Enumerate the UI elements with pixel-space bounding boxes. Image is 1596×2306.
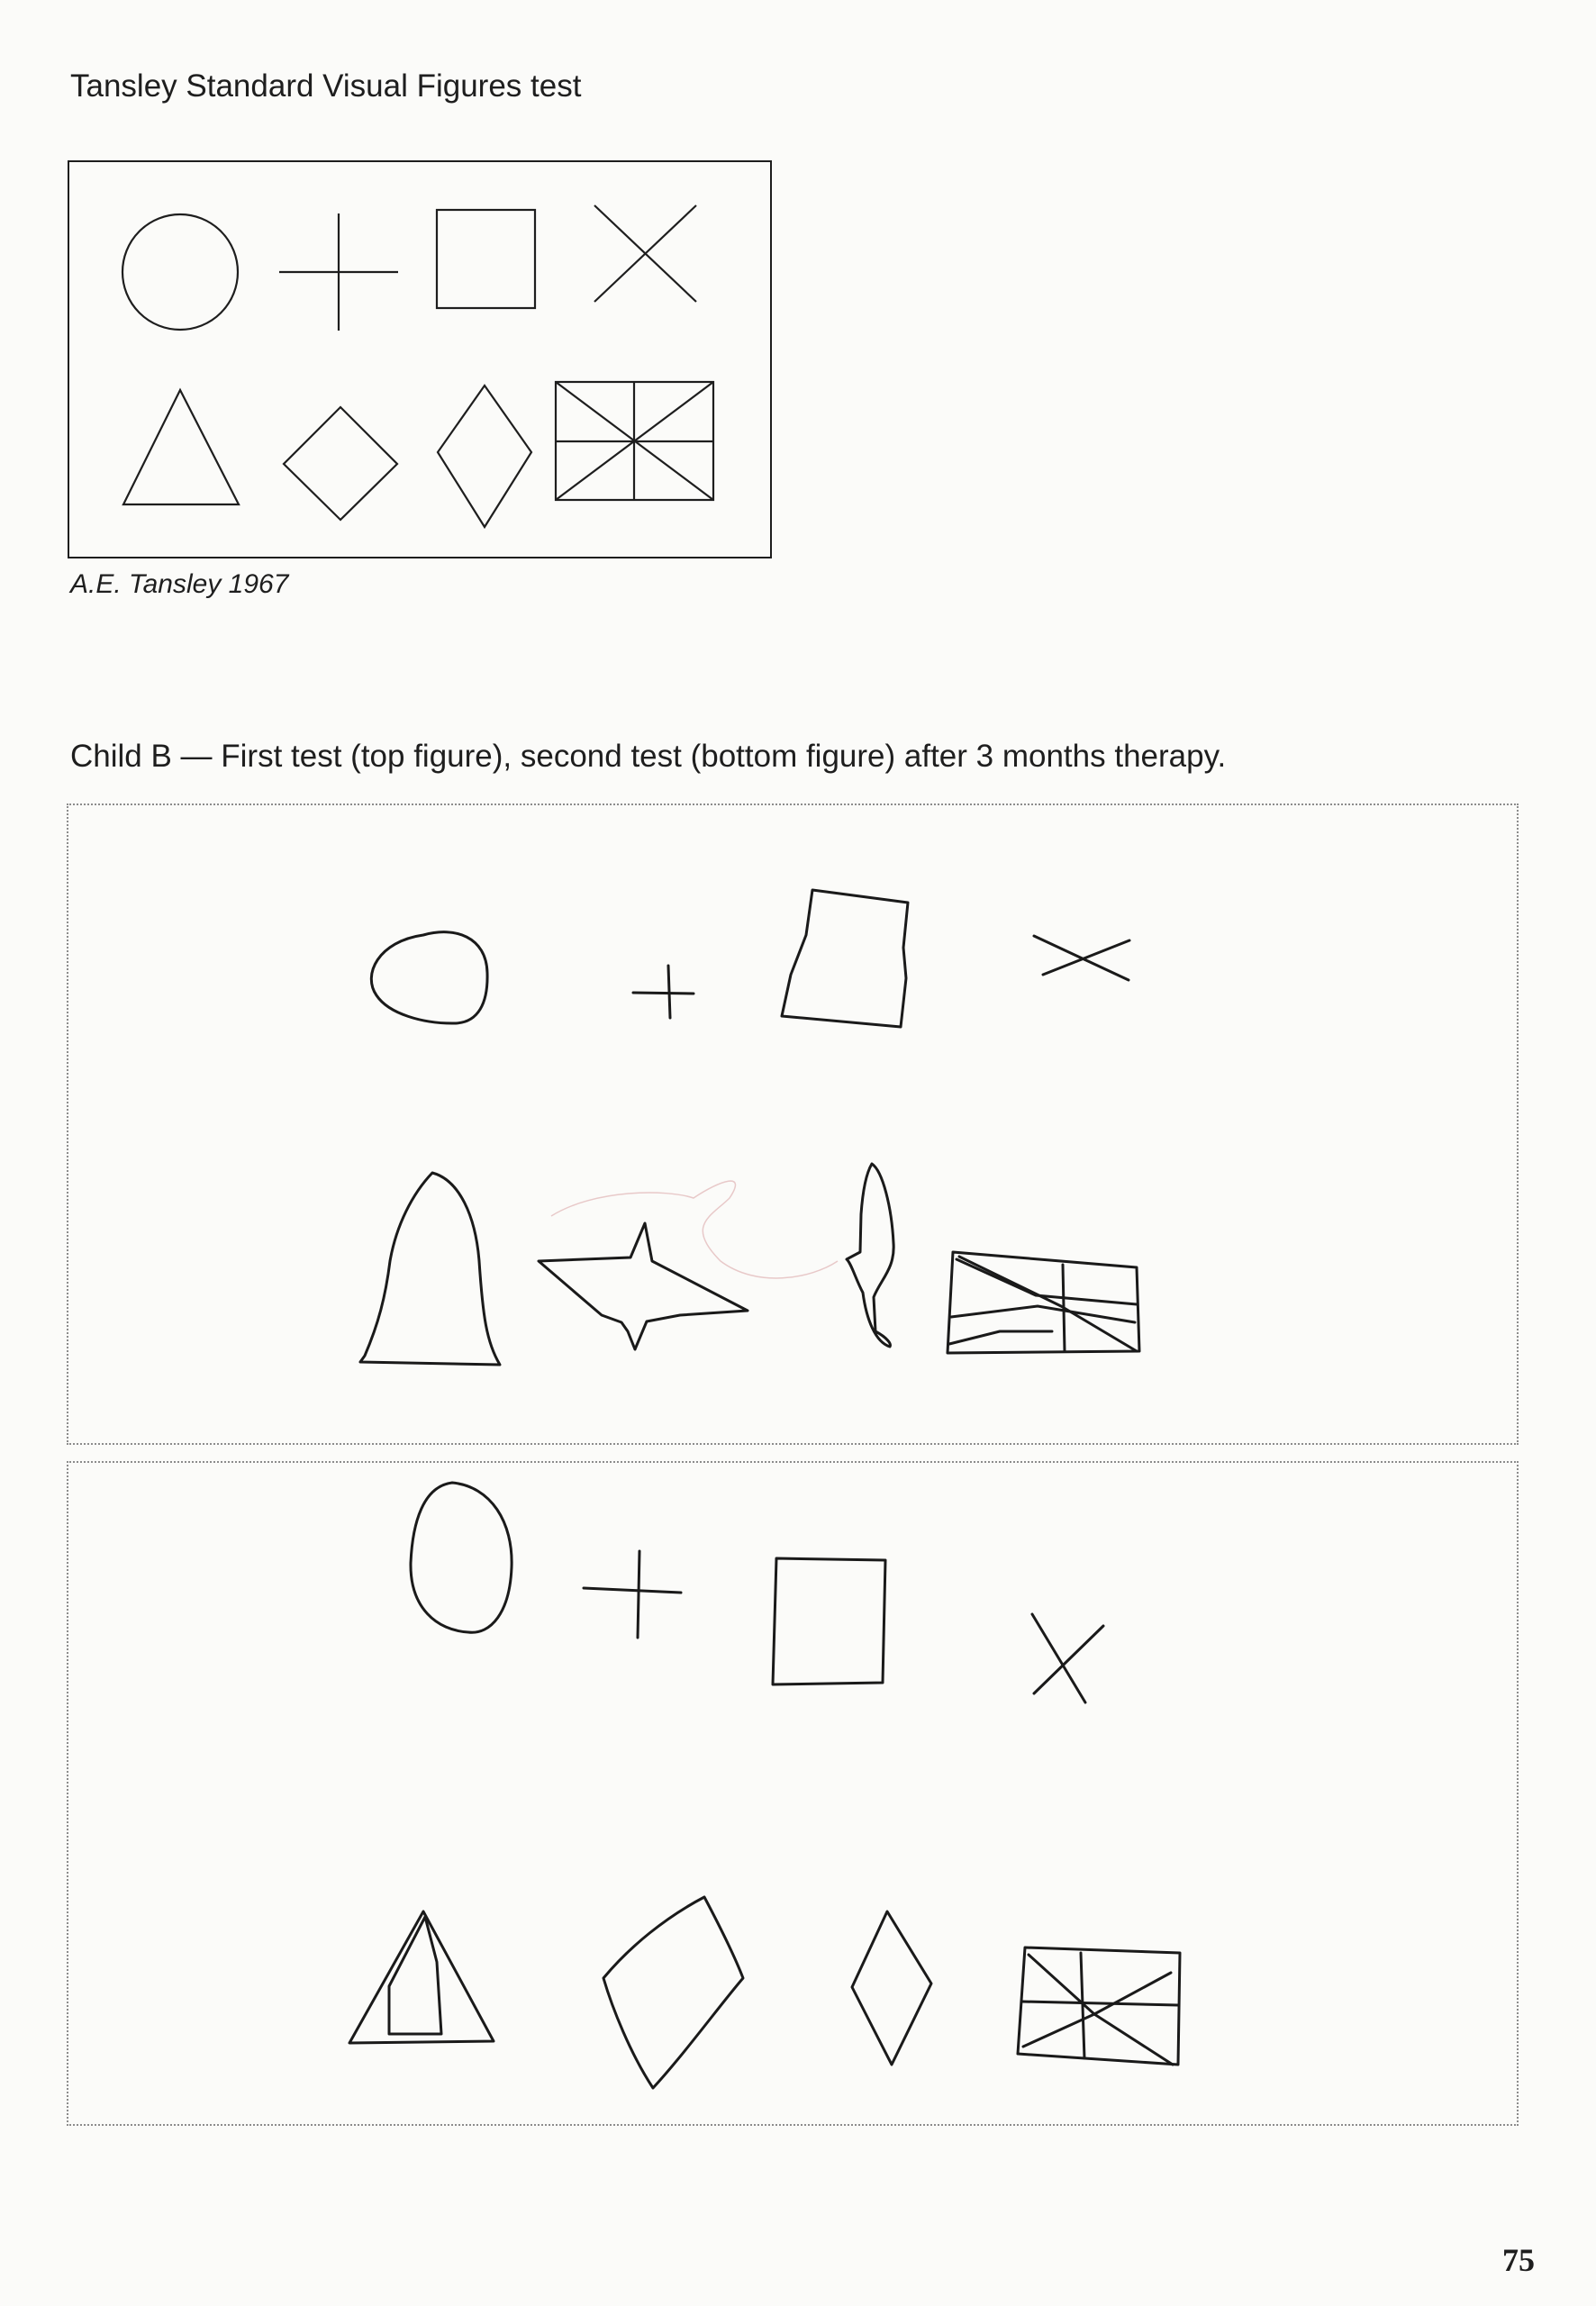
second-test-shapes (349, 1483, 1180, 2088)
second-circle (411, 1483, 512, 1632)
first-test-shapes (360, 890, 1139, 1365)
second-triangle (349, 1911, 494, 2043)
figure-caption: A.E. Tansley 1967 (70, 569, 289, 599)
first-divided-rectangle (948, 1252, 1139, 1353)
reference-shapes (122, 205, 713, 527)
first-x (1034, 936, 1129, 980)
first-rhombus (847, 1164, 893, 1347)
second-divided-rectangle (1018, 1947, 1180, 2065)
first-circle (371, 932, 487, 1023)
second-x (1032, 1614, 1103, 1702)
first-square (782, 890, 908, 1027)
ref-x (594, 205, 696, 302)
page-title: Tansley Standard Visual Figures test (70, 68, 582, 104)
section-heading: Child B — First test (top figure), second test (bottom figure) after 3 months therapy. (70, 739, 1227, 774)
second-cross (584, 1551, 681, 1638)
ref-diamond (284, 407, 397, 520)
second-square (773, 1558, 885, 1684)
ref-divided-rectangle (556, 382, 713, 500)
ref-cross (279, 213, 398, 331)
ref-rhombus (438, 386, 531, 527)
page-number: 75 (1502, 2242, 1535, 2278)
second-diamond (603, 1897, 743, 2088)
first-diamond-bird (539, 1223, 748, 1349)
ref-circle (122, 214, 238, 330)
ref-triangle (123, 390, 239, 504)
second-rhombus (852, 1911, 931, 2065)
ref-square (437, 210, 535, 308)
faint-trace (551, 1181, 838, 1278)
first-triangle (360, 1173, 500, 1365)
first-cross (633, 966, 694, 1018)
